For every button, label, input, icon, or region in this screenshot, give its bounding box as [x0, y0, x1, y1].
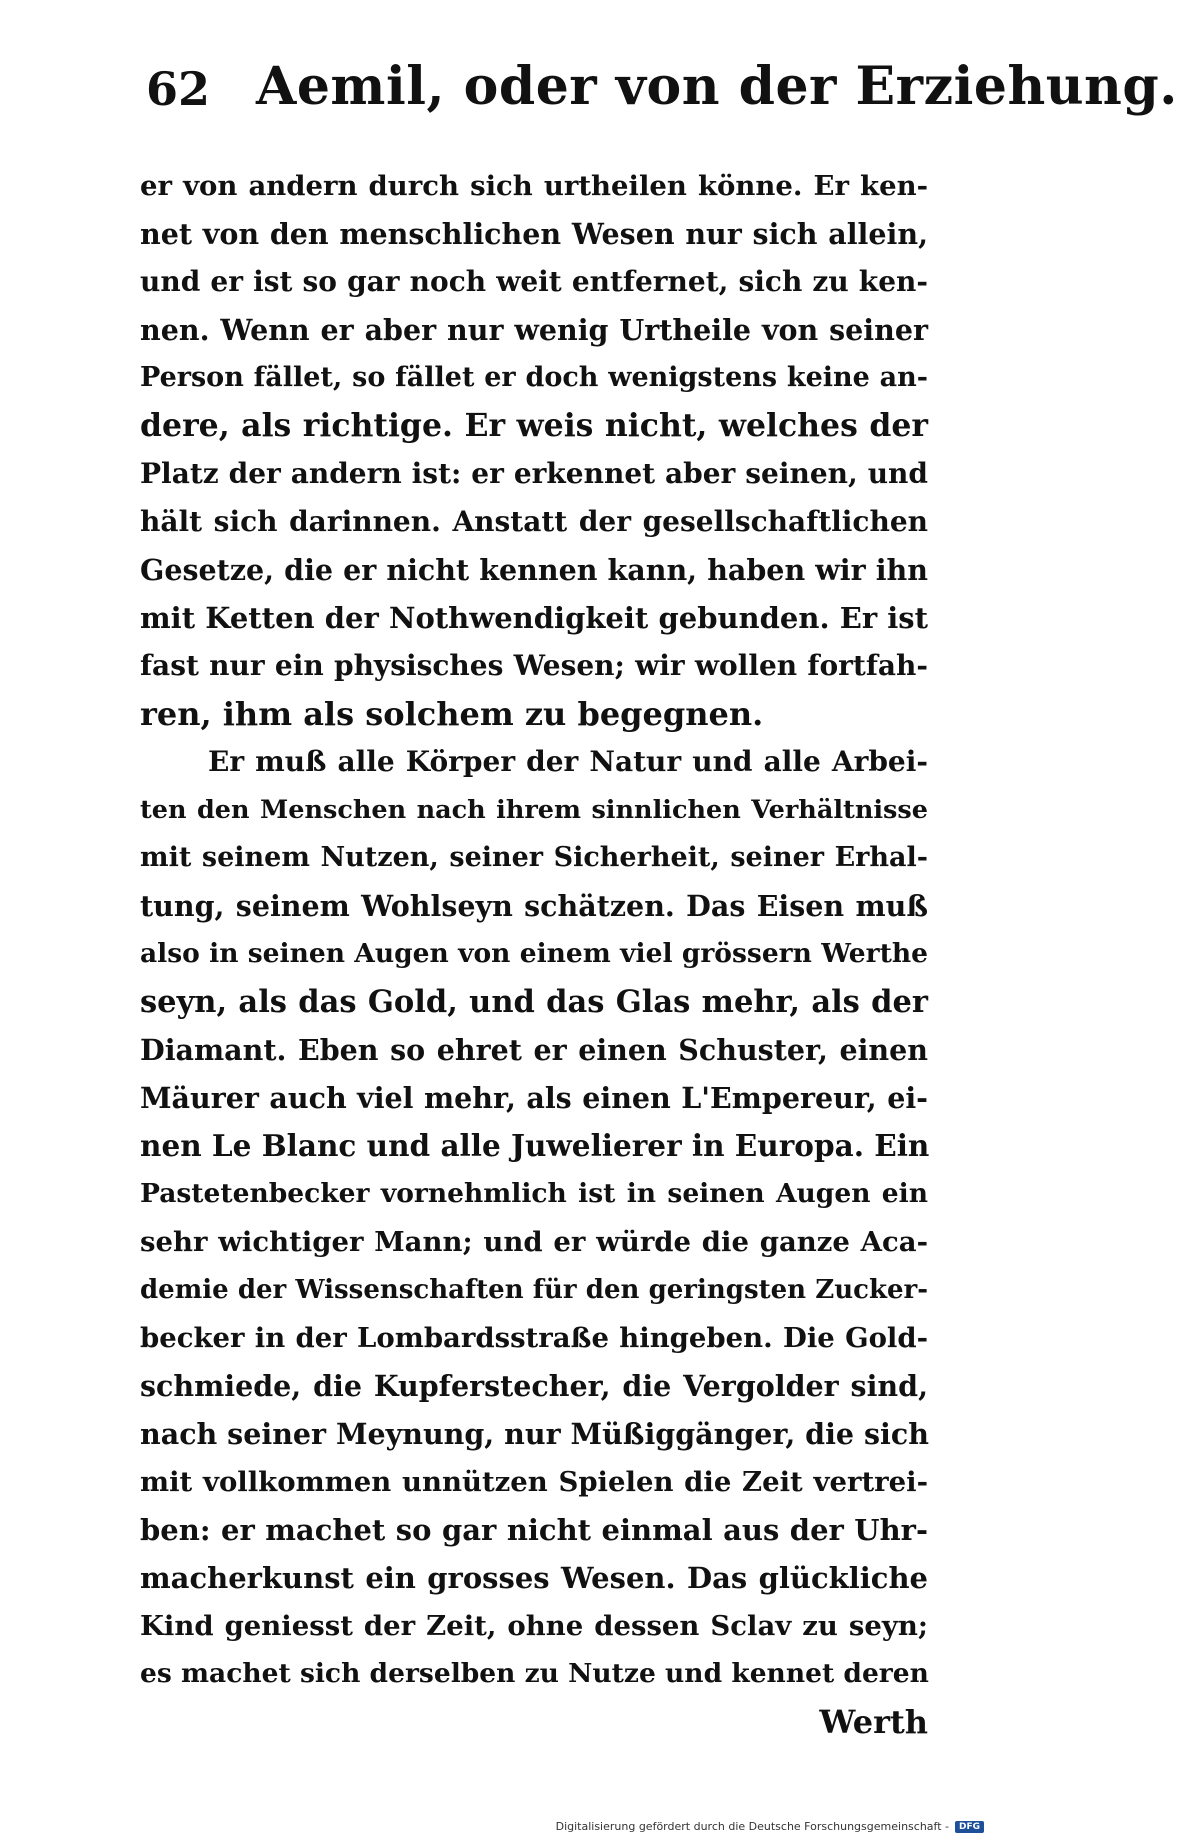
running-title: Aemil, oder von der Erziehung.	[256, 56, 1178, 117]
text-line: Pastetenbecker vornehmlich ist in seinen Augen ein	[140, 1178, 928, 1209]
text-line: nach seiner Meynung, nur Müßiggänger, die sich	[140, 1417, 929, 1451]
text-line: dere, als richtige. Er weis nicht, welches der	[140, 407, 928, 444]
text-line: ren, ihm als solchem zu begegnen.	[140, 695, 764, 733]
text-line: Platz der andern ist: er erkennet aber seinen, und	[140, 457, 928, 490]
text-line: es machet sich derselben zu Nutze und kennet deren	[140, 1658, 929, 1689]
catchword: Werth	[819, 1703, 928, 1741]
text-line: demie der Wissenschaften für den geringsten Zucker-	[140, 1275, 928, 1305]
text-line: tung, seinem Wohlseyn schätzen. Das Eisen muß	[140, 889, 928, 923]
digitization-footer	[556, 1820, 984, 1833]
text-line: fast nur ein physisches Wesen; wir wollen fortfah-	[140, 649, 928, 682]
text-line: mit vollkommen unnützen Spielen die Zeit vertrei-	[140, 1466, 928, 1498]
text-line: Kind geniesst der Zeit, ohne dessen Sclav zu seyn;	[140, 1610, 928, 1642]
page-number: 62	[146, 62, 211, 116]
text-line: nen Le Blanc und alle Juwelierer in Europa. Ein	[140, 1128, 930, 1163]
page-header	[146, 56, 1178, 126]
text-line: Gesetze, die er nicht kennen kann, haben wir ihn	[140, 553, 928, 587]
body-text	[140, 162, 928, 1746]
text-line: seyn, als das Gold, und das Glas mehr, als der	[140, 984, 928, 1020]
text-line: Diamant. Eben so ehret er einen Schuster, einen	[140, 1033, 928, 1067]
text-line: er von andern durch sich urtheilen könne. Er ken-	[140, 170, 928, 202]
text-line: nen. Wenn er aber nur wenig Urtheile von seiner	[140, 313, 928, 347]
text-line: net von den menschlichen Wesen nur sich allein,	[140, 217, 928, 251]
text-line: mit seinem Nutzen, seiner Sicherheit, seiner Erhal-	[140, 842, 928, 873]
text-line: macherkunst ein grosses Wesen. Das glückliche	[140, 1561, 928, 1595]
text-line: ten den Menschen nach ihrem sinnlichen Verhältnisse	[140, 795, 928, 825]
text-line: also in seinen Augen von einem viel grössern Werthe	[140, 938, 928, 969]
text-line: schmiede, die Kupferstecher, die Vergolder sind,	[140, 1369, 928, 1403]
dfg-logo: DFG	[955, 1821, 984, 1833]
text-line: becker in der Lombardsstraße hingeben. Die Gold-	[140, 1322, 928, 1354]
text-line: Er muß alle Körper der Natur und alle Arbei-	[208, 745, 928, 778]
text-line: sehr wichtiger Mann; und er würde die ganze Aca-	[140, 1226, 928, 1258]
text-line: Person fället, so fället er doch wenigstens keine an-	[140, 362, 928, 393]
text-line: Mäurer auch viel mehr, als einen L'Empereur, ei-	[140, 1081, 928, 1115]
text-line: ben: er machet so gar nicht einmal aus der Uhr-	[140, 1513, 928, 1547]
text-line: und er ist so gar noch weit entfernet, sich zu ken-	[140, 265, 928, 298]
text-line: mit Ketten der Nothwendigkeit gebunden. Er ist	[140, 601, 928, 635]
footer-credit-text: Digitalisierung gefördert durch die Deutsche Forschungsgemeinschaft -	[555, 1820, 949, 1833]
text-line: hält sich darinnen. Anstatt der gesellschaftlichen	[140, 505, 928, 538]
